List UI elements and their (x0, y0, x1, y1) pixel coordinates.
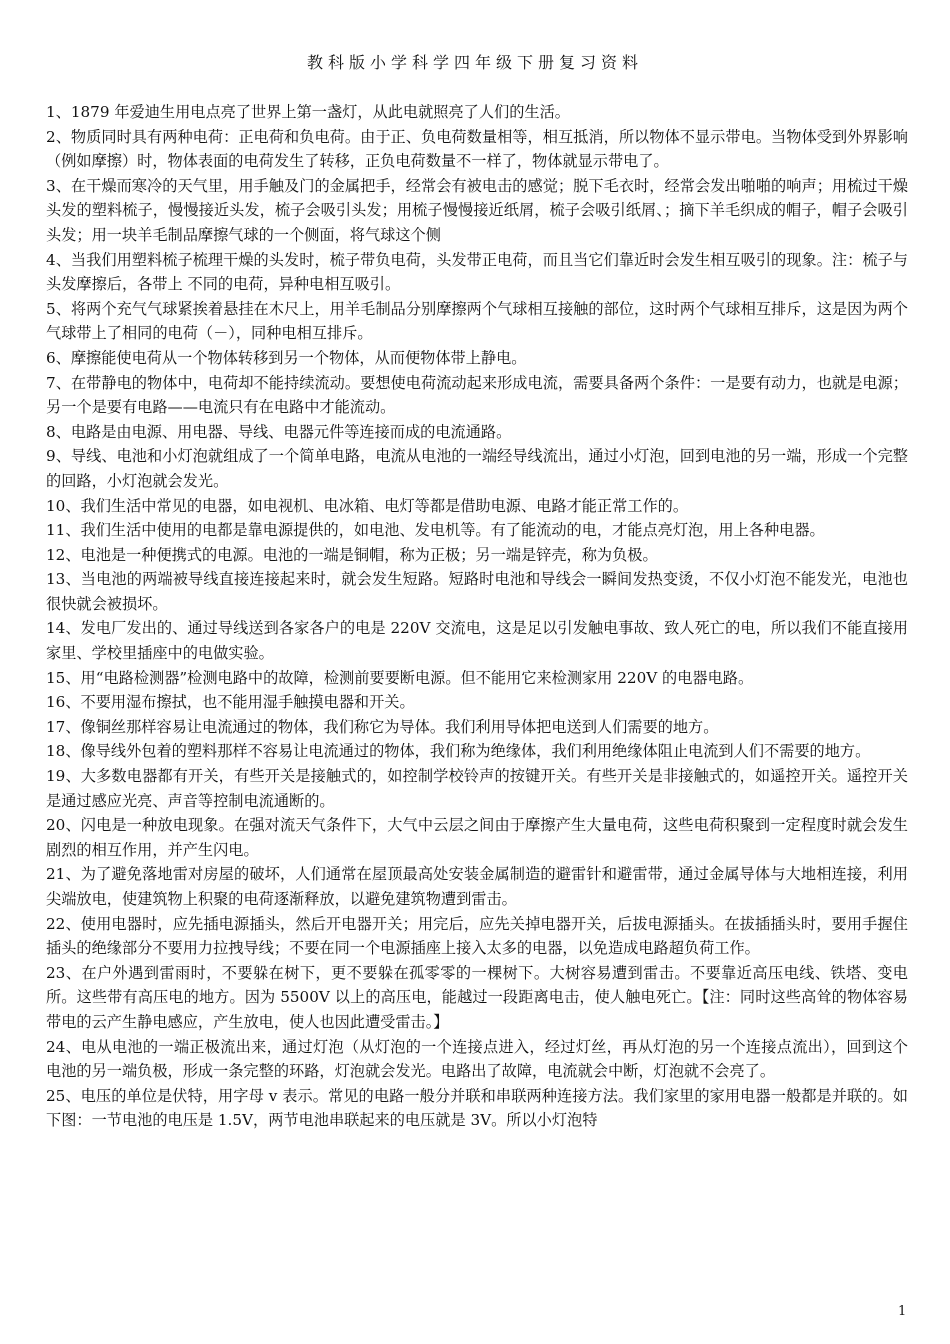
paragraph-2: 2、物质同时具有两种电荷：正电荷和负电荷。由于正、负电荷数量相等，相互抵消，所以物体不显示带电。当物体受到外界影响（例如摩擦）时，物体表面的电荷发生了转移，正负电荷数量不一样了，物体就显示带电了。 (46, 127, 908, 171)
document-body (46, 100, 908, 1133)
paragraph-18: 18、像导线外包着的塑料那样不容易让电流通过的物体，我们称为绝缘体，我们利用绝缘体阻止电流到人们不需要的地方。 (46, 742, 871, 761)
paragraph-24: 24、电从电池的一端正极流出来，通过灯泡（从灯泡的一个连接点进入，经过灯丝，再从灯泡的另一个连接点流出），回到这个电池的另一端负极，形成一条完整的环路，灯泡就会发光。电路出了故障，电流就会中断，灯泡就不会亮了。 (46, 1037, 908, 1081)
paragraph-5: 5、将两个充气气球紧挨着悬挂在木尺上，用羊毛制品分别摩擦两个气球相互接触的部位，这时两个气球相互排斥，这是因为两个气球带上了相同的电荷（－），同种电相互排斥。 (46, 299, 908, 343)
paragraph-19: 19、大多数电器都有开关，有些开关是接触式的，如控制学校铃声的按键开关。有些开关是非接触式的，如遥控开关。遥控开关是通过感应光亮、声音等控制电流通断的。 (46, 767, 908, 810)
paragraph-14: 14、发电厂发出的、通过导线送到各家各户的电是 220V 交流电，这是足以引发触电事故、致人死亡的电，所以我们不能直接用家里、学校里插座中的电做实验。 (46, 619, 908, 663)
paragraph-20: 20、闪电是一种放电现象。在强对流天气条件下，大气中云层之间由于摩擦产生大量电荷，这些电荷积聚到一定程度时就会发生剧烈的相互作用，并产生闪电。 (46, 816, 908, 859)
document-title: 教科版小学科学四年级下册复习资料 (306, 53, 643, 72)
paragraph-9: 9、导线、电池和小灯泡就组成了一个简单电路，电流从电池的一端经导线流出，通过小灯泡，回到电池的另一端，形成一个完整的回路，小灯泡就会发光。 (46, 447, 908, 490)
paragraph-3: 3、在干燥而寒冷的天气里，用手触及门的金属把手，经常会有被电击的感觉；脱下毛衣时，经常会发出啪啪的响声；用梳过干燥头发的塑料梳子，慢慢接近头发，梳子会吸引头发；用梳子慢慢接近纸屑，梳子会吸引纸屑、；摘下羊毛织成的帽子，帽子会吸引头发；用一块羊毛制品摩擦气球的一个侧面，将气球这个侧 (46, 176, 908, 244)
paragraph-4: 4、当我们用塑料梳子梳理干燥的头发时，梳子带负电荷，头发带正电荷，而且当它们靠近时会发生相互吸引的现象。注：梳子与头发摩擦后，各带上 不同的电荷，异种电相互吸引。 (46, 250, 908, 294)
paragraph-25: 25、电压的单位是伏特，用字母 v 表示。常见的电路一般分并联和串联两种连接方法。我们家里的家用电器一般都是并联的。如下图：一节电池的电压是 1.5V，两节电池串联起来的电压就是 3V。所以小灯泡特 (46, 1086, 908, 1130)
paragraph-17: 17、像铜丝那样容易让电流通过的物体，我们称它为导体。我们利用导体把电送到人们需要的地方。 (46, 717, 719, 736)
paragraph-23: 23、在户外遇到雷雨时，不要躲在树下，更不要躲在孤零零的一棵树下。大树容易遭到雷击。不要靠近高压电线、铁塔、变电所。这些带有高压电的地方。因为 5500V 以上的高压电，能越过一段距离电击，使人触电死亡。【注：同时这些高耸的物体容易带电的云产生静电感应，产生放电，使人也因此遭受雷击。】 (46, 963, 908, 1031)
paragraph-16: 16、不要用湿布擦拭，也不能用湿手触摸电器和开关。 (46, 693, 415, 712)
paragraph-10: 10、我们生活中常见的电器，如电视机、电冰箱、电灯等都是借助电源、电路才能正常工作的。 (46, 496, 689, 515)
paragraph-15: 15、用“电路检测器”检测电路中的故障，检测前要要断电源。但不能用它来检测家用 220V 的电器电路。 (46, 668, 754, 687)
paragraph-13: 13、当电池的两端被导线直接连接起来时，就会发生短路。短路时电池和导线会一瞬间发热变烫，不仅小灯泡不能发光，电池也很快就会被损坏。 (46, 570, 908, 613)
paragraph-22: 22、使用电器时，应先插电源插头，然后开电器开关；用完后，应先关掉电器开关，后拔电源插头。在拔插插头时，要用手握住插头的绝缘部分不要用力拉拽导线；不要在同一个电源插座上接入太多的电器，以免造成电路超负荷工作。 (46, 914, 908, 958)
paragraph-11: 11、我们生活中使用的电都是靠电源提供的，如电池、发电机等。有了能流动的电，才能点亮灯泡，用上各种电器。 (46, 521, 825, 540)
paragraph-7: 7、在带静电的物体中，电荷却不能持续流动。要想使电荷流动起来形成电流，需要具备两个条件：一是要有动力，也就是电源；另一个是要有电路——电流只有在电路中才能流动。 (46, 373, 908, 417)
paragraph-8: 8、电路是由电源、用电器、导线、电器元件等连接而成的电流通路。 (46, 422, 512, 441)
paragraph-21: 21、为了避免落地雷对房屋的破坏，人们通常在屋顶最高处安装金属制造的避雷针和避雷带，通过金属导体与大地相连接，利用尖端放电，使建筑物上积聚的电荷逐渐释放，以避免建筑物遭到雷击。 (46, 865, 908, 908)
paragraph-6: 6、摩擦能使电荷从一个物体转移到另一个物体，从而便物体带上静电。 (46, 348, 527, 367)
paragraph-12: 12、电池是一种便携式的电源。电池的一端是铜帽，称为正极；另一端是锌壳，称为负极。 (46, 545, 658, 564)
paragraph-1: 1、1879 年爱迪生用电点亮了世界上第一盏灯，从此电就照亮了人们的生活。 (46, 103, 570, 121)
page-number: 1 (898, 1304, 907, 1319)
